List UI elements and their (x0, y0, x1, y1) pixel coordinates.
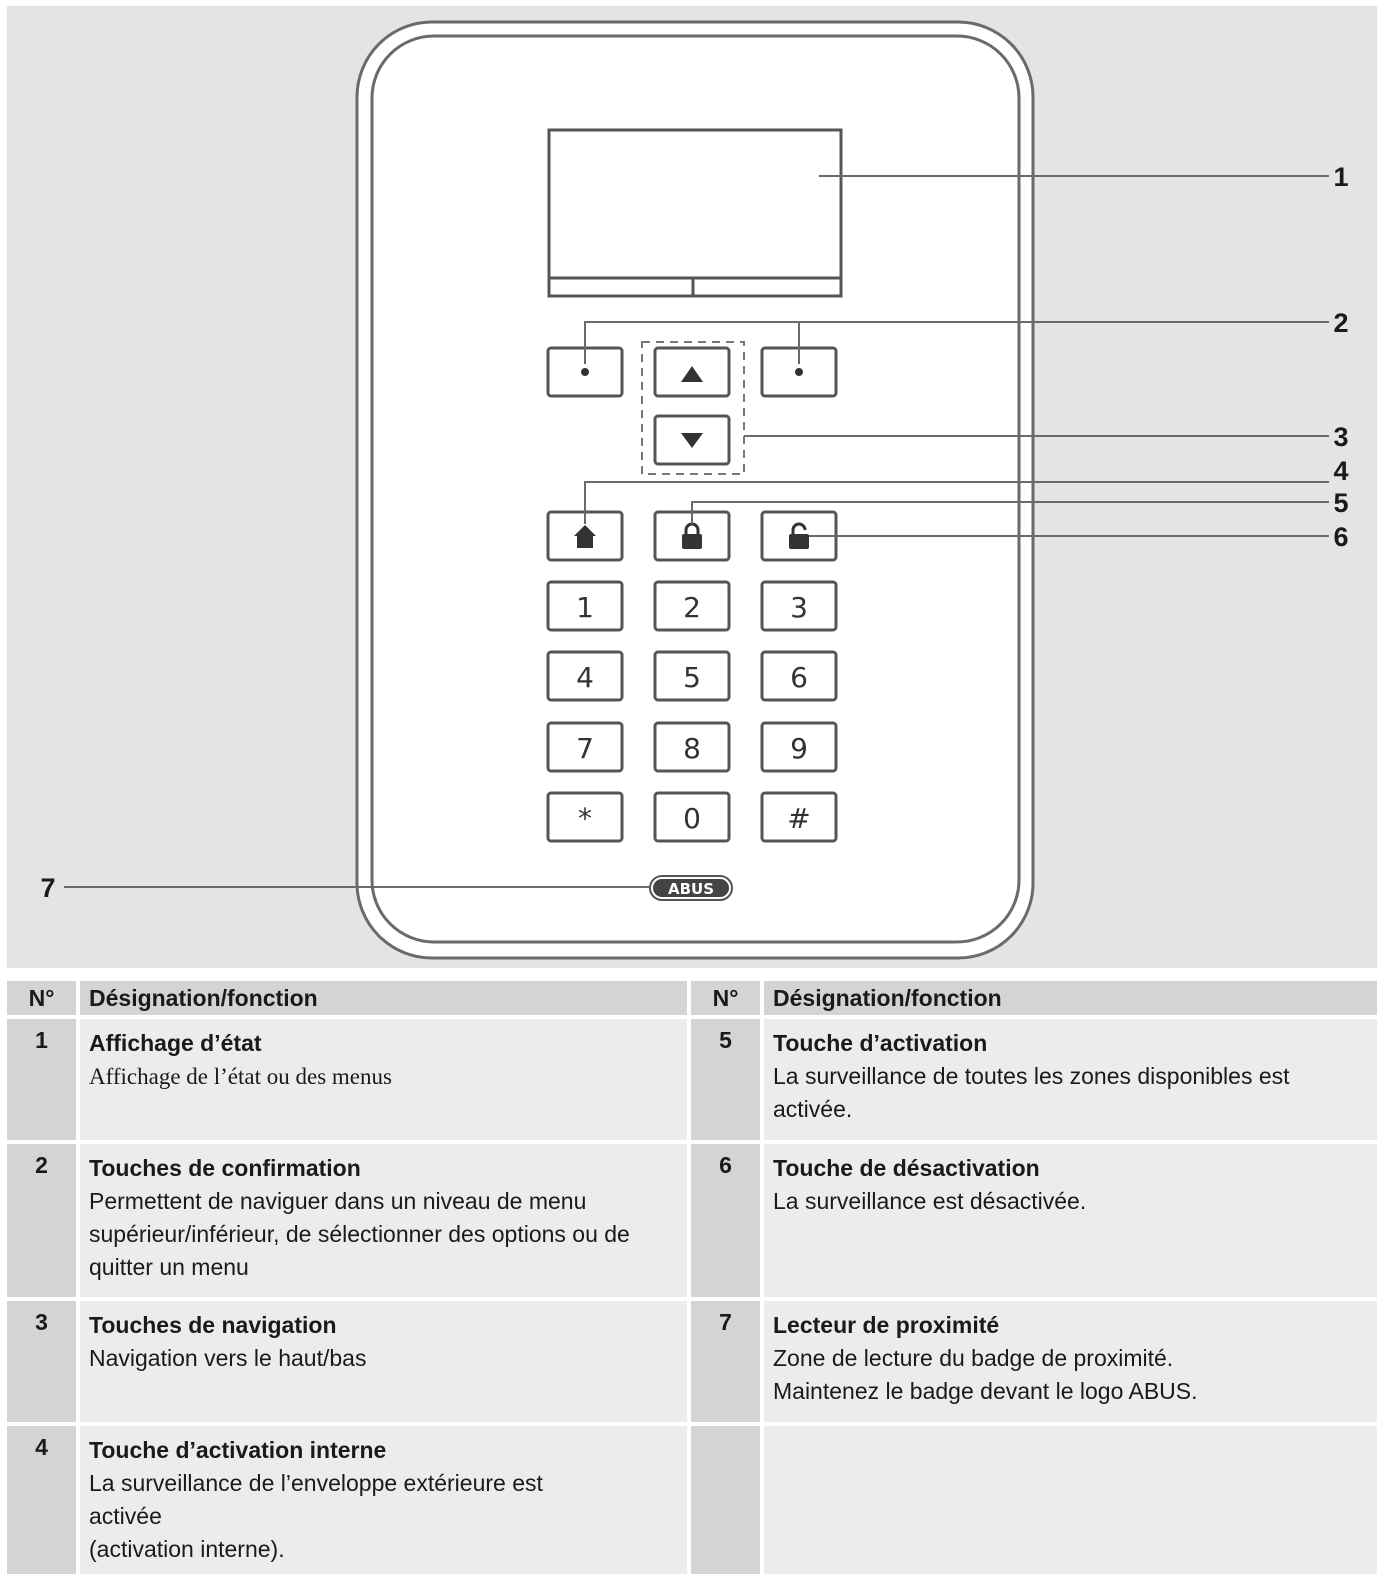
keypad-key-label: 3 (790, 591, 808, 624)
callout-7: 7 (40, 873, 56, 903)
nav-up-button[interactable] (655, 348, 729, 396)
item-title: Touche d’activation interne (89, 1437, 387, 1463)
keypad-key-label: 2 (683, 591, 701, 624)
item-title: Lecteur de proximité (773, 1312, 1000, 1338)
callout-1: 1 (1333, 162, 1349, 192)
table-row (7, 1144, 1377, 1301)
keypad-key-label: 9 (790, 732, 808, 765)
keypad-key-hash[interactable] (762, 793, 836, 841)
keypad-key-6[interactable] (762, 652, 836, 700)
keypad-key-label: # (787, 802, 811, 835)
item-description (764, 1301, 1377, 1426)
legend-table (7, 981, 1377, 1578)
item-text: Navigation vers le haut/bas (89, 1345, 367, 1371)
keypad-key-8[interactable] (655, 723, 729, 771)
nav-down-button[interactable] (655, 416, 729, 464)
item-text: Permettent de naviguer dans un niveau de menu supérieur/inférieur, de sélectionner des options ou de quitter un menu (89, 1188, 630, 1280)
item-number: 5 (691, 1019, 764, 1144)
item-title: Touches de navigation (89, 1312, 337, 1338)
item-description (80, 1144, 691, 1301)
table-row (7, 1301, 1377, 1426)
keypad-key-0[interactable] (655, 793, 729, 841)
dot-icon (795, 368, 803, 376)
item-title: Touches de confirmation (89, 1155, 361, 1181)
status-display (549, 130, 841, 296)
item-text: La surveillance de toutes les zones disponibles est activée. (773, 1063, 1290, 1122)
item-description (764, 1019, 1377, 1144)
item-description (80, 1301, 691, 1426)
keypad-key-7[interactable] (548, 723, 622, 771)
item-text: La surveillance est désactivée. (773, 1188, 1087, 1214)
item-text: Zone de lecture du badge de proximité. Maintenez le badge devant le logo ABUS. (773, 1345, 1198, 1404)
item-description (764, 1144, 1377, 1301)
item-title: Touche d’activation (773, 1030, 988, 1056)
keypad-key-1[interactable] (548, 582, 622, 630)
item-number: 2 (7, 1144, 80, 1301)
item-title: Affichage d’état (89, 1030, 262, 1056)
keypad-key-label: * (578, 802, 592, 835)
table-row (7, 1019, 1377, 1144)
item-number: 3 (7, 1301, 80, 1426)
keypad-key-label: 7 (576, 732, 594, 765)
header-num-right: N° (691, 981, 764, 1019)
header-num-left: N° (7, 981, 80, 1019)
item-number: 7 (691, 1301, 764, 1426)
header-desc-left: Désignation/fonction (80, 981, 691, 1019)
keypad-key-4[interactable] (548, 652, 622, 700)
item-text: La surveillance de l’enveloppe extérieure est activée (activation interne). (89, 1470, 543, 1562)
item-title: Touche de désactivation (773, 1155, 1040, 1181)
item-number (691, 1426, 764, 1578)
keypad-key-label: 0 (683, 802, 701, 835)
keypad-key-9[interactable] (762, 723, 836, 771)
item-description (80, 1426, 691, 1578)
keypad-key-2[interactable] (655, 582, 729, 630)
item-description (764, 1426, 1377, 1578)
keypad-key-3[interactable] (762, 582, 836, 630)
dot-icon (581, 368, 589, 376)
item-text: Affichage de l’état ou des menus (89, 1064, 392, 1089)
callout-5: 5 (1333, 488, 1349, 518)
item-number: 4 (7, 1426, 80, 1578)
callout-6: 6 (1333, 522, 1349, 552)
keypad-key-5[interactable] (655, 652, 729, 700)
abus-logo (650, 876, 732, 900)
keypad-key-label: 6 (790, 661, 808, 694)
logo-text: ABUS (667, 880, 715, 898)
item-description (80, 1019, 691, 1144)
item-number: 1 (7, 1019, 80, 1144)
item-number: 6 (691, 1144, 764, 1301)
keypad-key-label: 5 (683, 661, 701, 694)
callout-4: 4 (1333, 456, 1349, 486)
keypad-key-label: 8 (683, 732, 701, 765)
callout-2: 2 (1333, 308, 1349, 338)
keypad-diagram (7, 6, 1377, 968)
keypad-key-star[interactable] (548, 793, 622, 841)
table-row (7, 1426, 1377, 1578)
header-desc-right: Désignation/fonction (764, 981, 1377, 1019)
legend-header-row (7, 981, 1377, 1019)
keypad-key-label: 1 (576, 591, 594, 624)
keypad-key-label: 4 (576, 661, 594, 694)
callout-3: 3 (1333, 422, 1349, 452)
